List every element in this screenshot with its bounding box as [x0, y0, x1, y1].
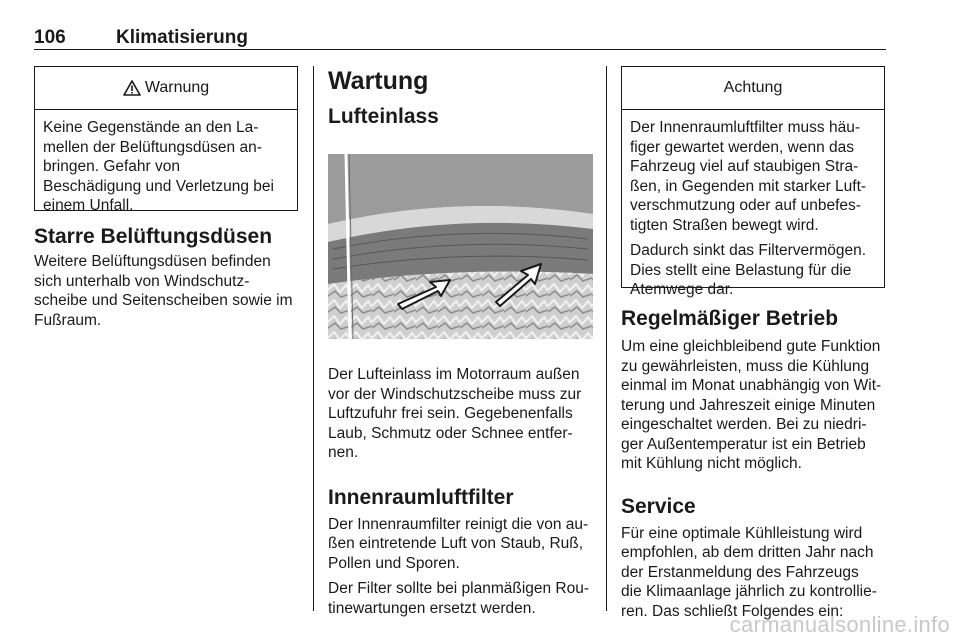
air-inlet-illustration — [328, 154, 593, 339]
text-line: Für eine optimale Kühlleistung wird — [621, 524, 863, 542]
text-line: Fußraum. — [34, 311, 102, 329]
warning-triangle-icon — [123, 80, 141, 96]
text-line: scheibe und Seitenscheiben sowie im — [34, 292, 293, 309]
text-line: Dadurch sinkt das Filtervermögen. — [630, 242, 867, 259]
left-column — [34, 66, 298, 330]
text-line: Der Filter sollte bei planmäßigen Rou- — [328, 580, 590, 597]
middle-column — [328, 66, 593, 618]
chapter-title: Klimatisierung — [116, 27, 248, 48]
column-divider-right — [606, 66, 607, 611]
text-line: Der Innenraumluftfilter muss häu- — [630, 119, 861, 136]
subsection-title-lufteinlass: Lufteinlass — [328, 105, 439, 128]
text-line: empfohlen, ab dem dritten Jahr nach — [621, 544, 874, 561]
text-line: mellen der Belüftungsdüsen an- — [43, 138, 262, 156]
text-line: Dies stellt eine Belastung für die — [630, 261, 852, 279]
section-title-regular: Regelmäßiger Betrieb — [621, 307, 839, 330]
section-title-service: Service — [621, 494, 696, 518]
section-title-starre: Starre Belüftungsdüsen — [34, 225, 273, 248]
warning-title: Warnung — [144, 79, 210, 96]
caution-box — [621, 66, 885, 298]
caution-title: Achtung — [723, 79, 783, 96]
air-inlet-text — [328, 365, 593, 463]
text-line: sich unterhalb von Windschutz- — [34, 272, 250, 290]
column-divider-left — [313, 66, 314, 611]
text-line: tinewartungen ersetzt werden. — [328, 599, 536, 617]
text-line: bringen. Gefahr von — [43, 158, 181, 175]
text-line: die Klimaanlage jährlich zu kontrollie- — [621, 583, 877, 600]
text-line: Atemwege dar. — [630, 281, 734, 298]
caution-box-header — [622, 67, 884, 110]
page-header — [34, 27, 886, 50]
caution-paragraph — [630, 118, 876, 235]
filter-text-2 — [328, 579, 593, 618]
right-column — [621, 66, 885, 621]
text-line: tigten Straßen bewegt wird. — [630, 216, 819, 234]
text-line: Keine Gegenstände an den La- — [43, 119, 259, 136]
text-line: ger Außentemperatur ist ein Betrieb — [621, 435, 866, 453]
text-line: nen. — [328, 444, 359, 461]
text-line: Pollen und Sporen. — [328, 554, 460, 572]
text-line: ßen eintretende Luft von Staub, Ruß, — [328, 535, 584, 552]
text-line: Luftzufuhr frei sein. Gegebenenfalls — [328, 405, 573, 422]
text-line: einem Unfall. — [43, 197, 134, 214]
warning-box — [34, 66, 298, 214]
service-text — [621, 524, 885, 622]
text-line: figer gewartet werden, wenn das — [630, 138, 855, 156]
text-line: terung und Jahreszeit einige Minuten — [621, 396, 876, 414]
caution-paragraph — [630, 241, 876, 300]
text-line: Weitere Belüftungsdüsen befinden — [34, 253, 271, 270]
page-number: 106 — [34, 27, 66, 48]
text-line: Um eine gleichbleibend gute Funktion — [621, 338, 881, 355]
text-line: zu gewährleisten, muss die Kühlung — [621, 357, 870, 375]
text-line: Beschädigung und Verletzung bei — [43, 177, 274, 195]
regular-text — [621, 337, 885, 474]
air-inlet-figure — [328, 154, 593, 339]
text-line: eingeschaltet werden. Bei zu niedri- — [621, 416, 867, 433]
text-line: der Erstanmeldung des Fahrzeugs — [621, 563, 859, 581]
text-line: vor der Windschutzscheibe muss zur — [328, 385, 582, 403]
section-text-starre — [34, 252, 298, 330]
warning-box-header — [35, 67, 297, 110]
text-line: verschmutzung oder auf unbefes- — [630, 197, 861, 214]
section-title-filter: Innenraumluftfilter — [328, 485, 514, 509]
text-line: ren. Das schließt Folgendes ein: — [621, 602, 844, 620]
section-title-wartung: Wartung — [328, 67, 429, 95]
warning-text — [35, 110, 297, 224]
text-line: Der Lufteinlass im Motorraum außen — [328, 366, 580, 383]
filter-text — [328, 515, 593, 574]
text-line: Fahrzeug viel auf staubigen Stra- — [630, 158, 859, 175]
text-line: Der Innenraumfilter reinigt die von au- — [328, 515, 589, 533]
text-line: mit Kühlung nicht möglich. — [621, 455, 802, 472]
text-line: Laub, Schmutz oder Schnee entfer- — [328, 424, 573, 442]
text-line: einmal im Monat unabhängig von Wit- — [621, 377, 882, 394]
text-line: ßen, in Gegenden mit starker Luft- — [630, 177, 867, 195]
caution-text — [622, 110, 884, 308]
watermark: carmanualsonline.info — [729, 612, 950, 637]
